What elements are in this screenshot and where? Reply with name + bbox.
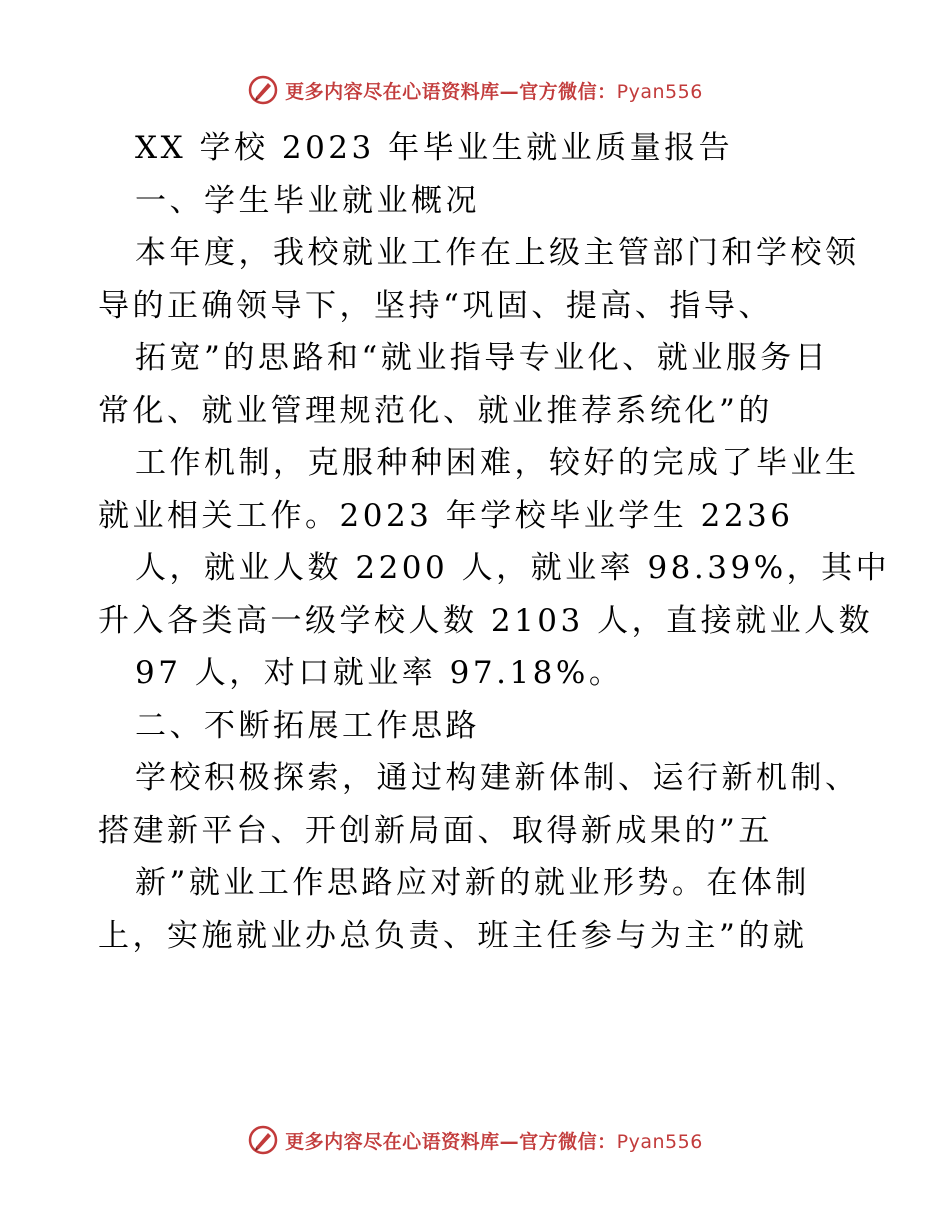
text-line: 人，就业人数 2200 人，就业率 98.39%，其中 xyxy=(135,550,891,586)
pen-circle-logo-icon xyxy=(247,1124,279,1156)
watermark-text: 更多内容尽在心语资料库—官方微信：Pyan556 xyxy=(285,1130,703,1153)
document-body xyxy=(98,122,891,962)
text-line: 二、不断拓展工作思路 xyxy=(135,707,480,744)
text-line: 常化、就业管理规范化、就业推荐系统化”的 xyxy=(98,392,773,429)
text-line: XX 学校 2023 年毕业生就业质量报告 xyxy=(135,130,734,166)
text-line: 导的正确领导下，坚持“巩固、提高、指导、 xyxy=(98,287,773,324)
pen-circle-logo-icon xyxy=(247,74,279,106)
text-line: 一、学生毕业就业概况 xyxy=(135,182,480,219)
text-line: 上，实施就业办总负责、班主任参与为主”的就 xyxy=(98,917,808,954)
watermark-text: 更多内容尽在心语资料库—官方微信：Pyan556 xyxy=(285,80,703,103)
text-line: 搭建新平台、开创新局面、取得新成果的”五 xyxy=(98,812,773,849)
text-line: 新”就业工作思路应对新的就业形势。在体制 xyxy=(135,865,810,901)
text-line: 97 人，对口就业率 97.18%。 xyxy=(135,655,624,691)
text-line: 工作机制，克服种种困难，较好的完成了毕业生 xyxy=(135,445,860,481)
watermark-header xyxy=(0,70,950,110)
text-line: 学校积极探索，通过构建新体制、运行新机制、 xyxy=(135,760,860,796)
text-line: 本年度，我校就业工作在上级主管部门和学校领 xyxy=(135,235,860,271)
text-line: 拓宽”的思路和“就业指导专业化、就业服务日 xyxy=(135,340,830,376)
text-line: 就业相关工作。2023 年学校毕业学生 2236 xyxy=(98,497,794,534)
text-line: 升入各类高一级学校人数 2103 人，直接就业人数 xyxy=(98,602,874,639)
watermark-footer xyxy=(0,1120,950,1160)
